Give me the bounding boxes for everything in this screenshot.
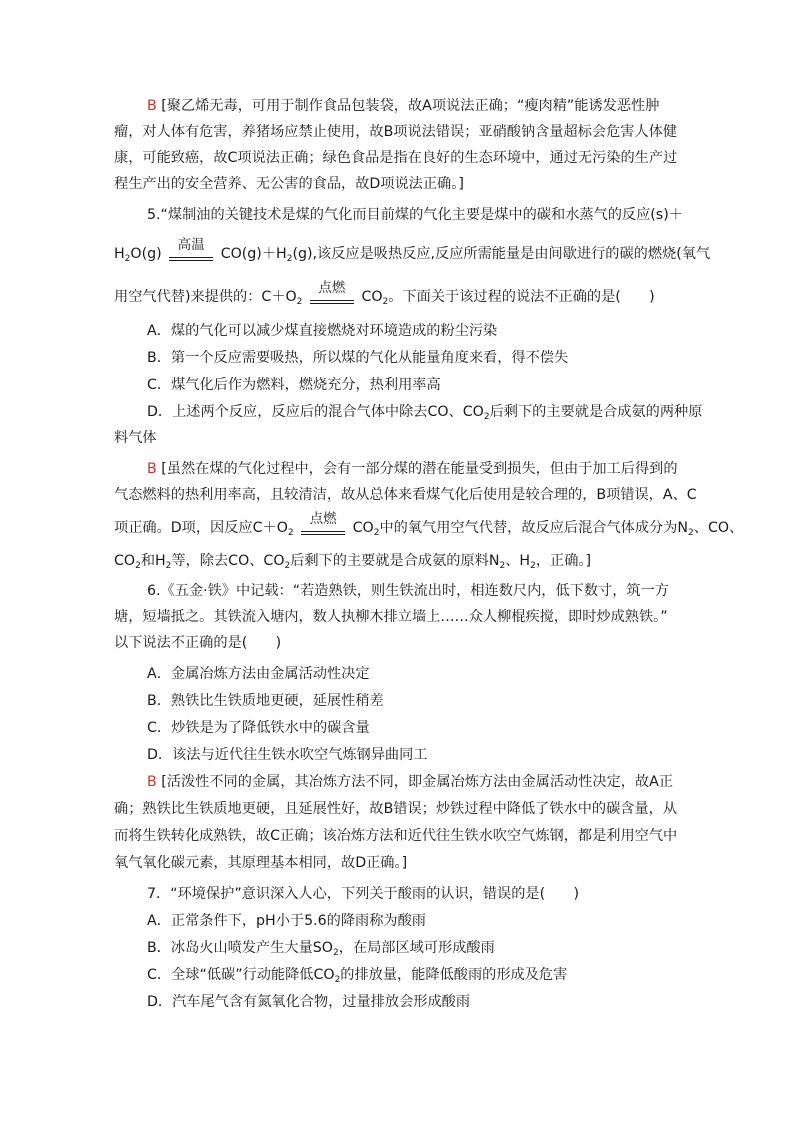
question-6-line-2: 塘，短墙抵之。其铁流入塘内，数人执柳木排立墙上……众人柳棍疾搅，即时炒成熟铁。” bbox=[114, 609, 668, 625]
answer-4-line-2: 瘤，对人体有危害，养猪场应禁止使用，故B项说法错误；亚硝酸钠含量超标会危害人体健 bbox=[114, 124, 678, 140]
question-6-option-a: A．金属冶炼方法由金属活动性决定 bbox=[147, 666, 370, 682]
question-6-option-b: B．熟铁比生铁质地更硬，延展性稍差 bbox=[147, 693, 384, 709]
answer-5-line-3: 项正确。D项，因反应$C+O_2$ 点燃 $CO_2$中的氧气用空气代替，故反应后混合气体成分为$N_2$、CO、 bbox=[114, 518, 743, 543]
question-5-line-1: 5.“煤制油的关键技术是煤的气化而目前煤的气化主要是煤中的碳和水蒸气的反应(s)＋ bbox=[147, 207, 683, 223]
question-6-line-1: 6.《五金·铁》中记载：“若造熟铁，则生铁流出时，相连数尺内，低下数寸，筑一方 bbox=[147, 583, 669, 599]
question-7-option-d: D．汽车尾气含有氮氧化合物，过量排放会形成酸雨 bbox=[147, 994, 471, 1010]
question-6-option-d: D．该法与近代往生铁水吹空气炼钢异曲同工 bbox=[147, 747, 428, 763]
question-5-option-b: B．第一个反应需要吸热，所以煤的气化从能量角度来看，得不偿失 bbox=[147, 350, 569, 366]
reaction-condition-ignite: 点燃 bbox=[307, 292, 357, 312]
question-7-option-b: B．冰岛火山喷发产生大量$SO_2$，在局部区域可形成酸雨 bbox=[147, 940, 495, 958]
answer-5-line-1: B [虽然在煤的气化过程中，会有一部分煤的潜在能量受到损失，但由于加工后得到的 bbox=[147, 461, 678, 477]
reaction-condition-ignite-2: 点燃 bbox=[298, 523, 348, 543]
answer-6-line-2: 确；熟铁比生铁质地更硬，且延展性好，故B错误；炒铁过程中降低了铁水中的碳含量，从 bbox=[114, 801, 678, 817]
answer-5-line-2: 气态燃料的热利用率高，且较清洁，故从总体来看煤气化后使用是较合理的，B项错误，A、C bbox=[114, 487, 697, 503]
answer-5-letter: B bbox=[147, 461, 157, 477]
question-7-option-a: A．正常条件下，pH小于5.6的降雨称为酸雨 bbox=[147, 913, 426, 929]
question-6-option-c: C．炒铁是为了降低铁水中的碳含量 bbox=[147, 720, 370, 736]
question-5-line-3: 用空气代替)来提供的：$C+O_2$ 点燃 $CO_2$。下面关于该过程的说法不正确的是( ) bbox=[114, 287, 655, 312]
question-5-option-d-line-1: D．上述两个反应，反应后的混合气体中除去CO、$CO_2$后剩下的主要就是合成氨的两种原 bbox=[147, 404, 703, 422]
answer-4-line-4: 程生产出的安全营养、无公害的食品，故D项说法正确。] bbox=[114, 176, 464, 192]
question-7-option-c: C．全球“低碳”行动能降低$CO_2$的排放量，能降低酸雨的形成及危害 bbox=[147, 967, 568, 985]
question-5-line-2: $H_2O(g)$ 高温 $CO(g)+H_2(g)$,该反应是吸热反应,反应所需能量是由间歇进行的碳的燃烧(氧气 bbox=[114, 244, 710, 269]
answer-6-line-3: 而将生铁转化成熟铁，故C正确；该冶炼方法和近代往生铁水吹空气炼钢，都是利用空气中 bbox=[114, 828, 678, 844]
answer-6-line-4: 氧气氧化碳元素，其原理基本相同，故D正确。] bbox=[114, 855, 408, 871]
question-5-option-a: A．煤的气化可以减少煤直接燃烧对环境造成的粉尘污染 bbox=[147, 323, 498, 339]
question-7-line-1: 7．“环境保护”意识深入人心，下列关于酸雨的认识，错误的是( ) bbox=[147, 886, 580, 902]
answer-4-line-3: 康，可能致癌，故C项说法正确；绿色食品是指在良好的生态环境中，通过无污染的生产过 bbox=[114, 150, 678, 166]
answer-6-letter: B bbox=[147, 774, 157, 790]
question-5-option-d-line-2: 料气体 bbox=[114, 430, 157, 446]
reaction-condition-high-temp: 高温 bbox=[166, 249, 216, 269]
answer-4-letter: B bbox=[147, 98, 157, 114]
answer-5-line-4: $CO_2$和$H_2$等，除去CO、$CO_2$后剩下的主要就是合成氨的原料$N_2$、$H_2$，正确。] bbox=[114, 553, 591, 571]
question-6-line-3: 以下说法不正确的是( ) bbox=[114, 635, 282, 651]
answer-4-line-1: B [聚乙烯无毒，可用于制作食品包装袋，故A项说法正确；“瘦肉精”能诱发恶性肿 bbox=[147, 98, 660, 114]
answer-6-line-1: B [活泼性不同的金属，其冶炼方法不同，即金属冶炼方法由金属活动性决定，故A正 bbox=[147, 774, 674, 790]
question-5-option-c: C．煤气化后作为燃料，燃烧充分，热利用率高 bbox=[147, 377, 441, 393]
